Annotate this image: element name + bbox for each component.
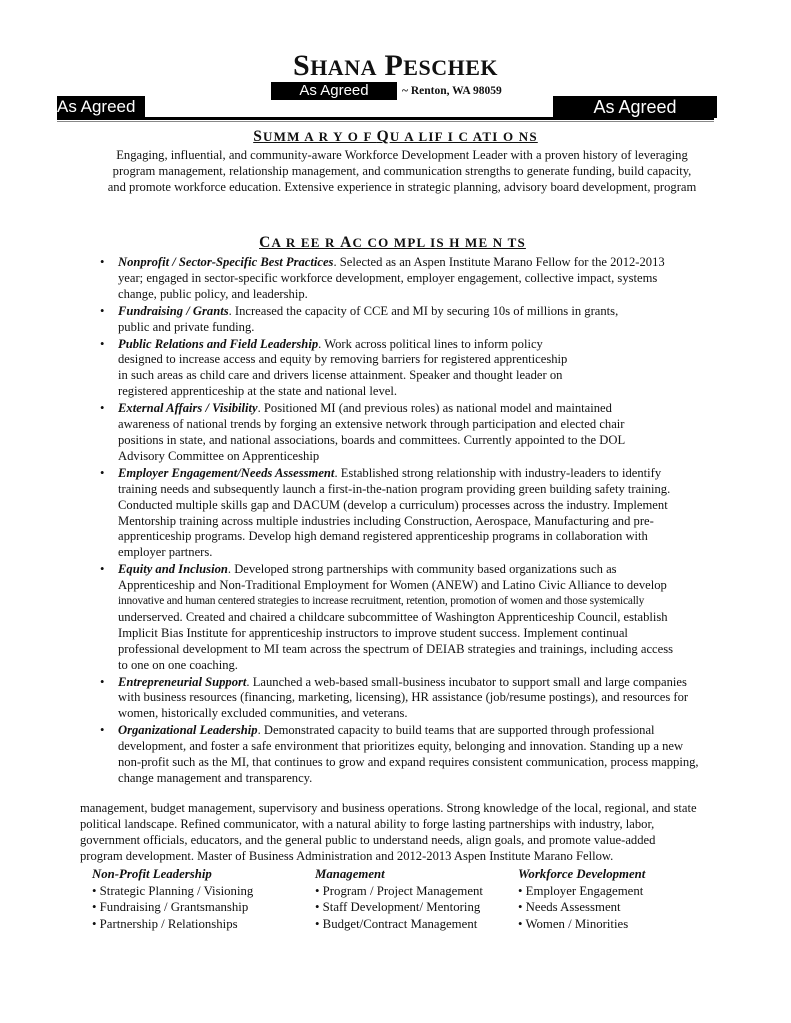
- summary-line: political landscape. Refined communicator, with a natural ability to forge lasting partnerships with industry, labor,: [80, 817, 655, 831]
- skill-item: • Budget/Contract Management: [315, 916, 478, 931]
- skill-item: • Employer Engagement: [518, 883, 644, 898]
- item-text: non-profit such as the MI, that continues to grow and expand requires consistent communication, process mapping,: [118, 755, 699, 770]
- bullet-icon: •: [100, 723, 105, 738]
- item-text: development, and foster a safe environment that prioritizes equity, belonging and innovation. Standing up a new: [118, 739, 684, 754]
- skill-item: • Needs Assessment: [518, 900, 621, 914]
- skill-item: • Women / Minorities: [518, 916, 629, 931]
- item-text: apprenticeship programs. Develop high demand registered apprenticeship programs in collaboration with: [118, 529, 648, 544]
- skills-column-title: Non-Profit Leadership: [92, 867, 212, 881]
- item-text: in such areas as child care and drivers license attainment. Speaker and thought leader on: [118, 368, 563, 383]
- redacted-contact-right: As Agreed: [553, 96, 717, 118]
- item-label: Fundraising / Grants: [118, 303, 229, 318]
- item-text: registered apprenticeship at the state and national level.: [118, 384, 398, 399]
- item-text: Mentorship training across multiple industries including Construction, Aerospace, Manufacturing and pre-: [118, 513, 654, 528]
- item-text: Advisory Committee on Apprenticeship: [118, 448, 320, 463]
- item-text: . Developed strong partnerships with community based organizations such as: [227, 562, 617, 577]
- skills-column-title: Workforce Development: [518, 867, 646, 881]
- summary-line: and promote workforce education. Extensive experience in strategic planning, advisory board development, program: [107, 180, 697, 194]
- summary-line: program development. Master of Business Administration and 2012-2013 Aspen Institute Marano Fellow.: [80, 849, 614, 863]
- item-text: to one on one coaching.: [118, 657, 238, 672]
- bullet-icon: •: [100, 336, 105, 351]
- item-text: . Launched a web-based small-business incubator to support small and large companies: [246, 674, 687, 689]
- item-text: . Increased the capacity of CCE and MI by securing 10s of millions in grants,: [228, 303, 619, 318]
- skill-item: • Partnership / Relationships: [92, 916, 238, 931]
- heading-text: C CO MPL IS H ME N TS: [352, 235, 526, 250]
- heading-cap: S: [253, 128, 264, 145]
- item-label: Equity and Inclusion: [118, 562, 228, 577]
- item-text: change, public policy, and leadership.: [118, 286, 308, 301]
- item-text: professional development to MI team across the spectrum of DEIAB strategies and trainings, including access: [118, 641, 674, 656]
- summary-line: government officials, educators, and the general public to understand needs, align goals, and promote value-added: [80, 833, 656, 847]
- heading-text: U A LIF I C ATI O NS: [389, 129, 538, 144]
- bullet-icon: •: [100, 674, 105, 689]
- accomplishment-item: [96, 304, 746, 336]
- accomplishment-item: [96, 255, 746, 303]
- heading-cap: Q: [376, 128, 390, 145]
- bullet-icon: •: [100, 255, 105, 269]
- item-text: women, historically excluded communities, and veterans.: [118, 706, 408, 721]
- name-initial-first: S: [293, 49, 311, 82]
- accomplishments-heading: [0, 234, 788, 252]
- item-text: year; engaged in sector-specific workforce development, employer engagement, collective impact, systems: [118, 270, 658, 285]
- summary-line: program management, relationship management, and communication strengths to generate funding, build capacity,: [112, 164, 692, 178]
- skill-item: • Program / Project Management: [315, 883, 483, 898]
- item-text: . Work across political lines to inform policy: [318, 336, 543, 351]
- heading-text: UMM A R Y O F: [263, 129, 377, 144]
- redacted-phone: As Agreed: [271, 82, 397, 100]
- item-label: Entrepreneurial Support: [118, 674, 247, 689]
- item-label: Organizational Leadership: [118, 723, 258, 738]
- bullet-icon: •: [100, 562, 105, 577]
- item-text: employer partners.: [118, 545, 213, 560]
- skill-item: • Strategic Planning / Visioning: [92, 883, 254, 898]
- summary-line: management, budget management, supervisory and business operations. Strong knowledge of the local, regional, and state: [80, 801, 697, 815]
- accomplishment-item: [96, 562, 746, 673]
- summary-line: Engaging, influential, and community-aware Workforce Development Leader with a proven history of leveraging: [116, 148, 688, 162]
- header-divider-shadow: [57, 121, 714, 122]
- item-text: change management and transparency.: [118, 771, 313, 785]
- item-label: Employer Engagement/Needs Assessment: [118, 465, 335, 480]
- redacted-contact-left: As Agreed: [57, 96, 145, 117]
- summary-heading: [0, 128, 791, 146]
- name-last-rest: ESCHEK: [403, 55, 498, 80]
- skill-item: • Staff Development/ Mentoring: [315, 900, 481, 914]
- heading-cap: A: [340, 234, 353, 251]
- skills-column-management: [315, 866, 483, 932]
- item-text: Apprenticeship and Non-Traditional Employment for Women (ANEW) and Latino Civic Alliance to develop: [118, 578, 667, 593]
- item-text: . Established strong relationship with industry-leaders to identify: [334, 465, 662, 480]
- item-label: External Affairs / Visibility: [118, 401, 258, 416]
- item-text: underserved. Created and chaired a childcare subcommittee of Washington Apprenticeship Council, establish: [118, 609, 668, 624]
- bullet-icon: •: [100, 303, 105, 318]
- item-text: . Demonstrated capacity to build teams that are supported through professional: [257, 723, 655, 738]
- item-text: awareness of national trends by forging an extensive network through participation and elected chair: [118, 417, 625, 432]
- skills-column-workforce: [518, 866, 645, 932]
- accomplishment-item: [96, 723, 746, 787]
- heading-cap: C: [259, 234, 272, 251]
- accomplishment-item: [96, 675, 746, 723]
- skills-column-title: Management: [315, 867, 385, 881]
- item-text: Implicit Bias Institute for apprenticeship instructors to improve student success. Implement continual: [118, 625, 628, 640]
- item-label: Nonprofit / Sector-Specific Best Practices: [118, 255, 334, 269]
- heading-text: A R EE R: [271, 235, 341, 250]
- item-text: . Selected as an Aspen Institute Marano Fellow for the 2012-2013: [333, 255, 665, 269]
- summary-paragraph-bottom: [80, 800, 760, 864]
- candidate-name: [0, 50, 791, 84]
- item-text: training needs and subsequently launch a first-in-the-nation program providing green building safety training.: [118, 481, 671, 496]
- item-text: innovative and human centered strategies to increase recruitment, retention, promotion of women and those systemically: [118, 595, 645, 608]
- item-text: . Positioned MI (and previous roles) as national model and maintained: [257, 401, 612, 416]
- item-text: designed to increase access and equity by removing barriers for registered apprenticeship: [118, 352, 568, 367]
- location: ~ Renton, WA 98059: [402, 85, 502, 97]
- header-divider: [57, 117, 714, 120]
- skills-column-nonprofit: [92, 866, 253, 932]
- summary-paragraph-top: [72, 147, 732, 195]
- name-initial-last: P: [384, 49, 404, 82]
- name-first-rest: HANA: [310, 55, 377, 80]
- bullet-icon: •: [100, 401, 105, 416]
- bullet-icon: •: [100, 465, 105, 480]
- item-text: Conducted multiple skills gap and DACUM (develop a curriculum) processes across the industry. Implement: [118, 497, 668, 512]
- item-text: public and private funding.: [118, 319, 255, 334]
- item-text: with business resources (financing, marketing, licensing), HR assistance (job/resume postings), and resources for: [118, 690, 689, 705]
- accomplishments-list: [96, 255, 746, 788]
- item-text: positions in state, and national associations, boards and committees. Currently appointed to the DOL: [118, 432, 626, 447]
- item-label: Public Relations and Field Leadership: [118, 336, 319, 351]
- accomplishment-item: [96, 401, 746, 465]
- skill-item: • Fundraising / Grantsmanship: [92, 900, 249, 914]
- accomplishment-item: [96, 337, 746, 401]
- accomplishment-item: [96, 466, 746, 561]
